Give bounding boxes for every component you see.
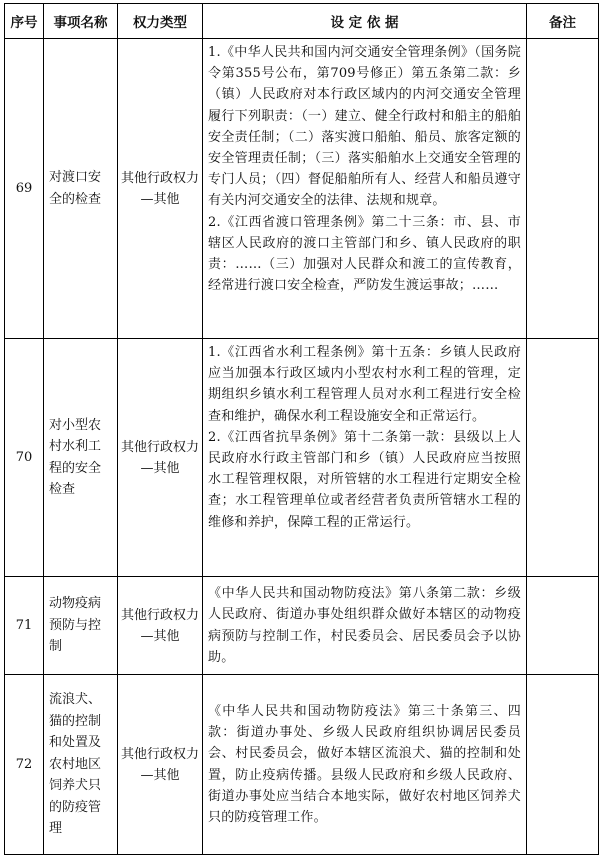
item-name: 流浪犬、猫的控制和处置及农村地区饲养犬只的防疫管理: [44, 675, 118, 855]
row-number: 72: [5, 675, 44, 855]
basis-paragraph: 《中华人民共和国动物防疫法》第八条第二款：乡级人民政府、街道办事处组织群众做好本辖区的动物疫病预防与控制工作，村民委员会、居民委员会予以协助。: [208, 586, 521, 665]
power-type: 其他行政权力—其他: [118, 675, 203, 855]
powers-table: [4, 3, 599, 855]
legal-basis: [203, 39, 527, 339]
table-row: [5, 339, 599, 577]
row-number: 71: [5, 577, 44, 675]
power-type: 其他行政权力—其他: [118, 339, 203, 577]
basis-paragraph: 2.《江西省渡口管理条例》第二十三条：市、县、市辖区人民政府的渡口主管部门和乡、镇人民政府的职责：……（三）加强对人民群众和渡工的宣传教育，经常进行渡口安全检查，严防发生渡运事故；……: [208, 214, 521, 294]
header-basis: 设 定 依 据: [203, 4, 527, 39]
item-name: 对小型农村水利工程的安全检查: [44, 339, 118, 577]
legal-basis: [203, 577, 527, 675]
row-number: 69: [5, 39, 44, 339]
header-no: 序号: [5, 4, 44, 39]
basis-paragraph: 1.《中华人民共和国内河交通安全管理条例》（国务院令第355号公布，第709号修正）第五条第二款：乡（镇）人民政府对本行政区域内的内河交通安全管理履行下列职责：（一）建立、健全行政村和船主的船舶安全责任制；（二）落实渡口船舶、船员、旅客定额的安全管理责任制；（三）落实船舶水上交通安全管理的专门人员；（四）督促船舶所有人、经营人和船员遵守有关内河交通安全的法律、法规和规章。: [208, 45, 521, 209]
basis-paragraph: 1.《江西省水利工程条例》第十五条：乡镇人民政府应当加强本行政区域内小型农村水利工程的管理，定期组织乡镇水利工程管理人员对水利工程进行安全检查和维护，确保水利工程设施安全和正常运行。: [208, 345, 521, 424]
table-row: [5, 577, 599, 675]
remarks-cell: [527, 39, 599, 339]
legal-basis: [203, 675, 527, 855]
table-row: [5, 39, 599, 339]
power-type: 其他行政权力—其他: [118, 39, 203, 339]
header-name: 事项名称: [44, 4, 118, 39]
row-number: 70: [5, 339, 44, 577]
header-note: 备注: [527, 4, 599, 39]
power-type: 其他行政权力—其他: [118, 577, 203, 675]
item-name: 动物疫病预防与控制: [44, 577, 118, 675]
legal-basis: [203, 339, 527, 577]
remarks-cell: [527, 675, 599, 855]
basis-paragraph: 2.《江西省抗旱条例》第十二条第一款：县级以上人民政府水行政主管部门和乡（镇）人民政府应当按照水工程管理权限，对所管辖的水工程进行定期安全检查；水工程管理单位或者经营者负责所管辖水工程的维修和养护，保障工程的正常运行。: [208, 429, 521, 530]
remarks-cell: [527, 577, 599, 675]
item-name: 对渡口安全的检查: [44, 39, 118, 339]
table-row: [5, 675, 599, 855]
basis-paragraph: 《中华人民共和国动物防疫法》第三十条第三、四款：街道办事处、乡级人民政府组织协调居民委员会、村民委员会，做好本辖区流浪犬、猫的控制和处置，防止疫病传播。县级人民政府和乡级人民政府、街道办事处应当结合本地实际，做好农村地区饲养犬只的防疫管理工作。: [208, 703, 521, 825]
remarks-cell: [527, 339, 599, 577]
header-type: 权力类型: [118, 4, 203, 39]
header-row: [5, 4, 599, 39]
